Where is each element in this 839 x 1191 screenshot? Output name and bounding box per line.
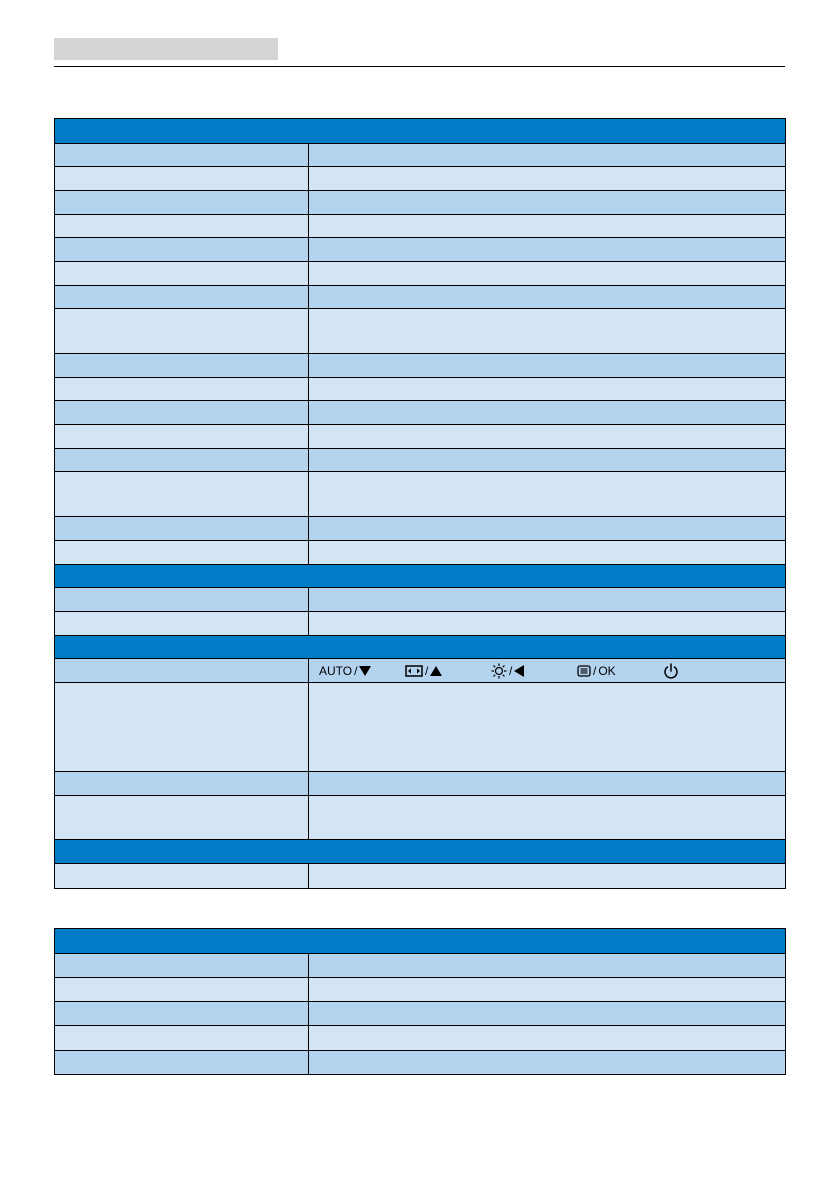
spec-label [55, 425, 309, 449]
spec-label [55, 683, 309, 772]
spec-value [309, 378, 786, 401]
spec-label [55, 401, 309, 425]
spec-value [309, 309, 786, 354]
menu-ok-control [577, 664, 663, 678]
spec-value [309, 286, 786, 309]
spec-label [55, 864, 309, 889]
power-control [663, 663, 749, 679]
spec-table-main [54, 118, 786, 889]
spec-value [309, 167, 786, 191]
spec-label [55, 309, 309, 354]
spec-value [309, 1026, 786, 1051]
spec-label [55, 354, 309, 378]
spec-label [55, 472, 309, 517]
user-controls-cell [309, 659, 786, 683]
spec-label [55, 954, 309, 978]
left-triangle-icon [514, 665, 524, 677]
spec-value [309, 215, 786, 238]
spec-value [309, 449, 786, 472]
slash-separator: / [354, 663, 358, 678]
auto-down-control [319, 664, 405, 678]
header-divider [54, 66, 785, 67]
spec-value [309, 425, 786, 449]
section-header [55, 636, 786, 659]
section-header [55, 565, 786, 588]
menu-icon [577, 665, 591, 677]
auto-icon: AUTO [319, 663, 353, 678]
spec-value [309, 796, 786, 840]
spec-table-secondary [54, 928, 786, 1075]
spec-value [309, 978, 786, 1002]
slash-separator: / [425, 663, 429, 678]
spec-label [55, 612, 309, 636]
spec-label [55, 449, 309, 472]
spec-label [55, 659, 309, 683]
brightness-left-control [491, 663, 577, 679]
spec-value [309, 262, 786, 286]
spec-label [55, 772, 309, 796]
spec-label [55, 378, 309, 401]
slash-separator: / [509, 663, 513, 678]
aspect-up-control [405, 664, 491, 678]
spec-label [55, 238, 309, 262]
power-icon [663, 663, 679, 679]
spec-value [309, 354, 786, 378]
spec-label [55, 144, 309, 167]
spec-value [309, 864, 786, 889]
spec-value [309, 541, 786, 565]
header-title-box [54, 38, 278, 60]
user-controls [319, 663, 785, 679]
section-header [55, 929, 786, 954]
spec-value [309, 401, 786, 425]
brightness-icon [491, 663, 507, 679]
spec-value [309, 612, 786, 636]
spec-label [55, 286, 309, 309]
spec-value [309, 772, 786, 796]
down-triangle-icon [359, 666, 371, 676]
spec-value [309, 191, 786, 215]
section-header [55, 840, 786, 864]
slash-separator: / [593, 663, 597, 678]
spec-label [55, 541, 309, 565]
spec-label [55, 796, 309, 840]
spec-label [55, 215, 309, 238]
spec-label [55, 978, 309, 1002]
spec-label [55, 517, 309, 541]
spec-value [309, 588, 786, 612]
ok-label: OK [598, 663, 616, 678]
aspect-ratio-icon [405, 665, 423, 677]
spec-label [55, 1026, 309, 1051]
spec-label [55, 1002, 309, 1026]
spec-label [55, 191, 309, 215]
spec-label [55, 262, 309, 286]
spec-value [309, 472, 786, 517]
spec-value [309, 954, 786, 978]
spec-value [309, 1051, 786, 1075]
spec-label [55, 588, 309, 612]
spec-value [309, 1002, 786, 1026]
spec-label [55, 167, 309, 191]
spec-label [55, 1051, 309, 1075]
spec-value [309, 238, 786, 262]
spec-value [309, 517, 786, 541]
up-triangle-icon [430, 666, 442, 676]
section-header [55, 119, 786, 144]
spec-value [309, 683, 786, 772]
spec-value [309, 144, 786, 167]
